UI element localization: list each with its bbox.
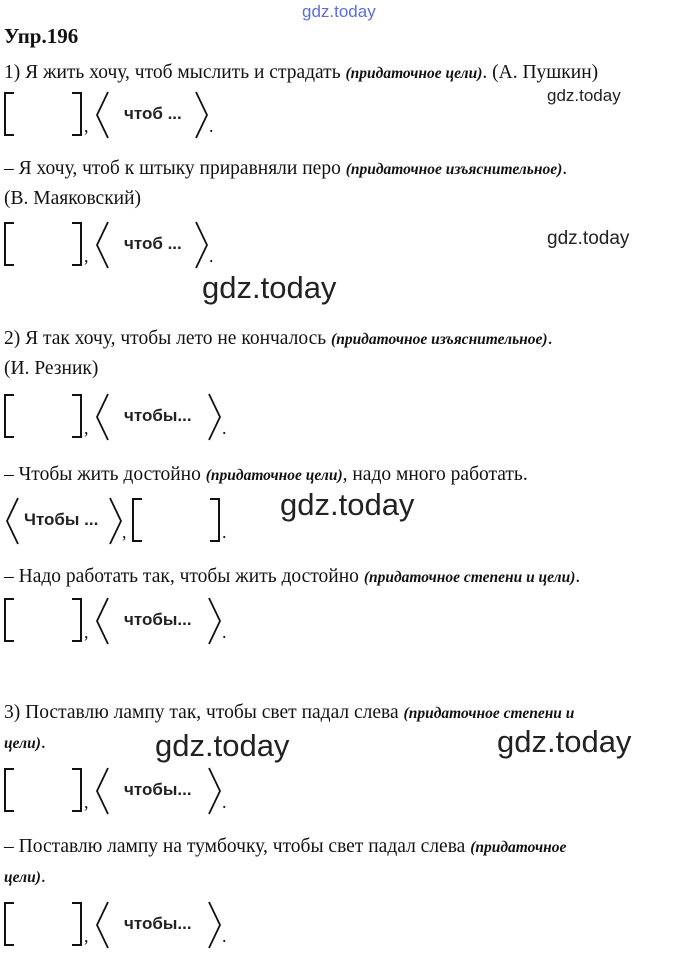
sentence-author: (В. Маяковский): [4, 188, 142, 209]
scheme-dot: .: [222, 926, 227, 946]
clause-type-note: (придаточное степени и: [403, 705, 575, 722]
scheme-dot: .: [209, 246, 214, 266]
sentence-1: [4, 62, 598, 84]
sentence-scheme: [4, 220, 234, 272]
right-angle-bracket: [207, 392, 223, 442]
left-angle-bracket: [94, 900, 110, 950]
scheme-comma: ,: [84, 926, 89, 946]
scheme-comma: ,: [84, 116, 89, 136]
conjunction-label: Чтобы ...: [24, 510, 99, 529]
sentence-tail: .: [40, 732, 46, 753]
sentence-tail: .: [547, 328, 553, 349]
main-clause-bracket: [4, 768, 82, 812]
watermark: gdz.today: [497, 724, 632, 759]
sentence-scheme: [4, 900, 244, 952]
left-angle-bracket: [4, 496, 20, 546]
sentence-scheme: [4, 596, 244, 648]
sentence-note-continued: [4, 732, 46, 754]
conjunction-label: чтоб ...: [124, 234, 182, 253]
clause-type-note: цели): [4, 735, 41, 752]
main-clause-bracket: [4, 902, 82, 946]
main-clause-bracket: [4, 92, 82, 136]
sentence-text: 1) Я жить хочу, чтоб мыслить и страдать: [4, 62, 346, 83]
scheme-comma: ,: [122, 522, 127, 542]
sentence-2: [4, 158, 567, 180]
right-angle-bracket: [207, 766, 223, 816]
sentence-scheme: [4, 90, 234, 142]
scheme-dot: .: [222, 792, 227, 812]
clause-type-note: цели): [4, 869, 41, 886]
sentence-text: – Поставлю лампу на тумбочку, чтобы свет падал слева: [4, 836, 471, 857]
left-angle-bracket: [94, 596, 110, 646]
watermark-top: gdz.today: [302, 2, 376, 21]
scheme-dot: .: [222, 622, 227, 642]
left-angle-bracket: [94, 392, 110, 442]
exercise-title: Упр.196: [4, 24, 79, 48]
conjunction-label: чтобы...: [124, 610, 192, 629]
clause-type-note: (придаточное степени и цели): [363, 569, 576, 586]
sentence-scheme: [4, 496, 244, 548]
sentence-tail: .: [562, 158, 568, 179]
main-clause-bracket: [4, 222, 82, 266]
sentence-4: [4, 464, 528, 486]
sentence-tail: . (А. Пушкин): [482, 62, 599, 83]
sentence-note-continued: [4, 866, 46, 888]
sentence-6: [4, 702, 574, 724]
sentence-scheme: [4, 766, 244, 818]
clause-type-note: (придаточное: [470, 839, 567, 856]
watermark: gdz.today: [155, 728, 290, 763]
scheme-comma: ,: [84, 418, 89, 438]
watermark: gdz.today: [547, 86, 621, 105]
sentence-text: – Чтобы жить достойно: [4, 464, 206, 485]
right-angle-bracket: [194, 90, 210, 140]
watermark: gdz.today: [547, 228, 630, 249]
right-angle-bracket: [207, 596, 223, 646]
sentence-tail: , надо много работать.: [342, 464, 528, 485]
left-angle-bracket: [94, 766, 110, 816]
main-clause-bracket: [132, 498, 220, 542]
main-clause-bracket: [4, 394, 82, 438]
sentence-3: [4, 328, 552, 350]
sentence-text: – Надо работать так, чтобы жить достойно: [4, 566, 364, 587]
watermark: gdz.today: [202, 270, 337, 305]
clause-type-note: (придаточное цели): [345, 65, 483, 82]
main-clause-bracket: [4, 598, 82, 642]
scheme-comma: ,: [84, 792, 89, 812]
sentence-7: [4, 836, 566, 858]
sentence-tail: .: [40, 866, 46, 887]
sentence-author: (И. Резник): [4, 358, 99, 379]
sentence-scheme: [4, 392, 244, 444]
right-angle-bracket: [194, 220, 210, 270]
left-angle-bracket: [94, 220, 110, 270]
sentence-tail: .: [575, 566, 581, 587]
right-angle-bracket: [207, 900, 223, 950]
sentence-5: [4, 566, 580, 588]
sentence-text: 2) Я так хочу, чтобы лето не кончалось: [4, 328, 332, 349]
left-angle-bracket: [94, 90, 110, 140]
conjunction-label: чтобы...: [124, 780, 192, 799]
conjunction-label: чтобы...: [124, 406, 192, 425]
clause-type-note: (придаточное изъяснительное): [331, 331, 548, 348]
scheme-dot: .: [222, 418, 227, 438]
sentence-text: – Я хочу, чтоб к штыку приравняли перо: [4, 158, 346, 179]
watermark: gdz.today: [280, 487, 415, 522]
scheme-dot: .: [209, 116, 214, 136]
clause-type-note: (придаточное цели): [205, 467, 343, 484]
scheme-dot: .: [222, 522, 227, 542]
conjunction-label: чтоб ...: [124, 104, 182, 123]
scheme-comma: ,: [84, 246, 89, 266]
scheme-comma: ,: [84, 622, 89, 642]
sentence-text: 3) Поставлю лампу так, чтобы свет падал слева: [4, 702, 404, 723]
clause-type-note: (придаточное изъяснительное): [345, 161, 563, 178]
conjunction-label: чтобы...: [124, 914, 192, 933]
